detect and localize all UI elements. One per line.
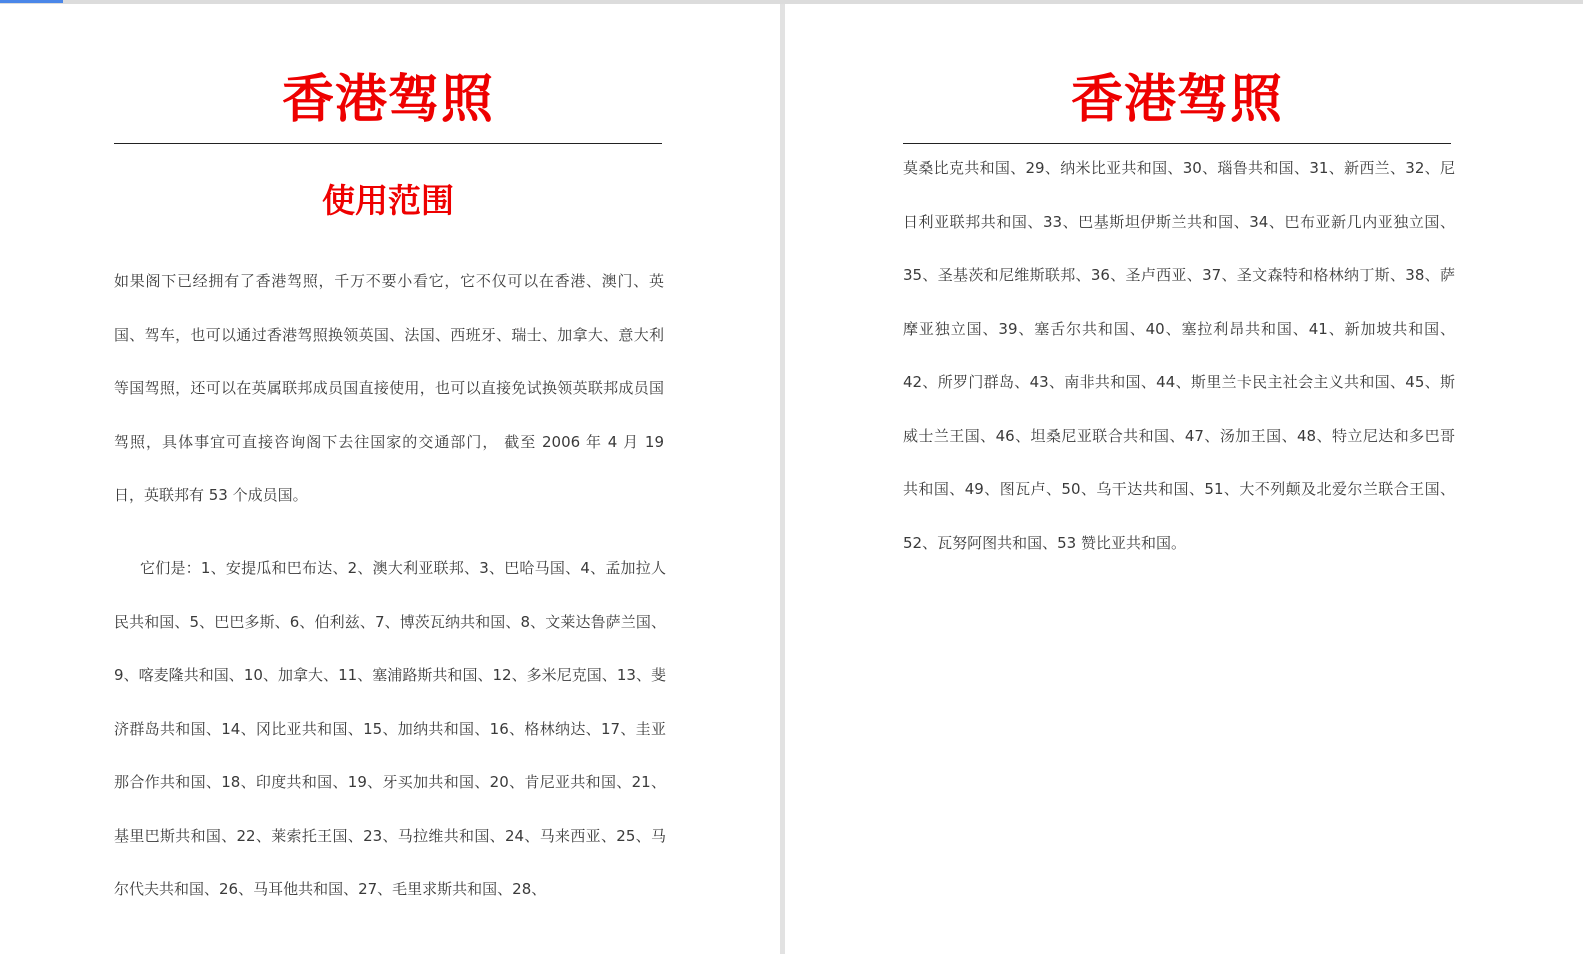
load-progress-bar (0, 0, 63, 3)
member-list-continued-paragraph: 莫桑比克共和国、29、纳米比亚共和国、30、瑙鲁共和国、31、新西兰、32、尼日利亚联邦共和国、33、巴基斯坦伊斯兰共和国、34、巴布亚新几内亚独立国、35、圣基茨和尼维斯联邦、36、圣卢西亚、37、圣文森特和格林纳丁斯、38、萨摩亚独立国、39、塞舌尔共和国、40、塞拉利昂共和国、41、新加坡共和国、42、所罗门群岛、43、南非共和国、44、斯里兰卡民主社会主义共和国、45、斯威士兰王国、46、坦桑尼亚联合共和国、47、汤加王国、48、特立尼达和多巴哥共和国、49、图瓦卢、50、乌干达共和国、51、大不列颠及北爱尔兰联合王国、52、瓦努阿图共和国、53 赞比亚共和国。 (903, 159, 1455, 552)
title-divider (114, 143, 662, 144)
page-left (0, 4, 780, 954)
section-heading: 使用范围 (322, 181, 454, 220)
page-right (785, 4, 1583, 954)
page-title: 香港驾照 (1070, 69, 1283, 130)
member-list-paragraph: 它们是：1、安提瓜和巴布达、2、澳大利亚联邦、3、巴哈马国、4、孟加拉人民共和国、5、巴巴多斯、6、伯利兹、7、博茨瓦纳共和国、8、文莱达鲁萨兰国、9、喀麦隆共和国、10、加拿大、11、塞浦路斯共和国、12、多米尼克国、13、斐济群岛共和国、14、冈比亚共和国、15、加纳共和国、16、格林纳达、17、圭亚那合作共和国、18、印度共和国、19、牙买加共和国、20、肯尼亚共和国、21、基里巴斯共和国、22、莱索托王国、23、马拉维共和国、24、马来西亚、25、马尔代夫共和国、26、马耳他共和国、27、毛里求斯共和国、28、 (114, 559, 666, 898)
intro-paragraph: 如果阁下已经拥有了香港驾照，千万不要小看它，它不仅可以在香港、澳门、英国、驾车，也可以通过香港驾照换领英国、法国、西班牙、瑞士、加拿大、意大利等国驾照，还可以在英属联邦成员国直接使用，也可以直接免试换领英联邦成员国驾照，具体事宜可直接咨询阁下去往国家的交通部门， 截至 2006 年 4 月 19 日，英联邦有 53 个成员国。 (114, 272, 664, 504)
page-title: 香港驾照 (281, 69, 494, 130)
